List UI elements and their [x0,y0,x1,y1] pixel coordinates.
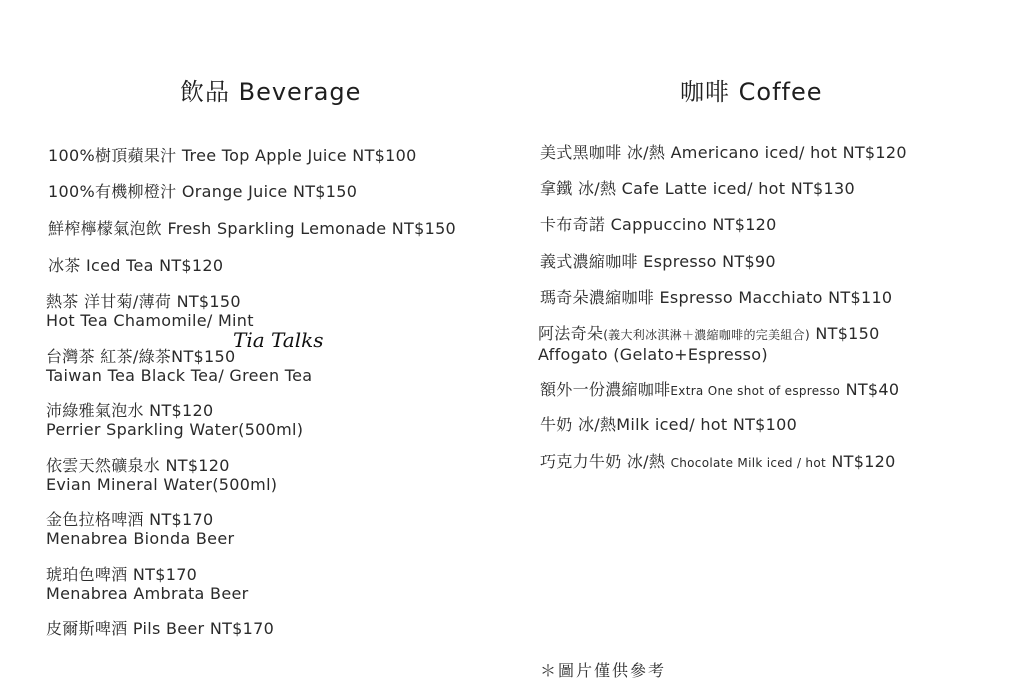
menu-item-cappuccino [540,215,777,234]
menu-item-evian [46,456,277,494]
menu-item-espresso [540,252,776,271]
menu-item-lemonade [48,219,456,238]
item-line: 100%有機柳橙汁 Orange Juice NT$150 [48,182,358,201]
item-price: NT$40 [845,380,900,399]
item-line: 牛奶 冰/熱Milk iced/ hot NT$100 [540,415,798,434]
item-line-english: Menabrea Bionda Beer [46,529,235,548]
menu-item-extra-shot [540,380,899,401]
menu-item-perrier [46,401,303,439]
menu-item-bionda-beer [46,510,234,548]
item-price: NT$120 [831,452,896,471]
item-line: 100%樹頂蘋果汁 Tree Top Apple Juice NT$100 [48,146,417,165]
item-description: (義大利冰淇淋＋濃縮咖啡的完美組合) [603,328,810,342]
item-line: 沛綠雅氣泡水 NT$120 [46,401,214,420]
item-name: 阿法奇朵 [538,324,604,343]
item-line-english: Perrier Sparkling Water(500ml) [46,420,304,439]
item-line: 琥珀色啤酒 NT$170 [46,565,198,584]
watermark-text: Tia Talks [233,328,324,352]
item-line: 義式濃縮咖啡 Espresso NT$90 [540,252,776,271]
item-line: 卡布奇諾 Cappuccino NT$120 [540,215,777,234]
menu-item-taiwan-tea [46,347,312,385]
item-price: NT$150 [815,324,880,343]
menu-item-hot-tea [46,292,254,330]
item-line: 金色拉格啤酒 NT$170 [46,510,214,529]
item-line-english: Evian Mineral Water(500ml) [46,475,278,494]
item-description: Extra One shot of espresso [670,384,841,398]
item-line [540,380,899,401]
item-line: 鮮榨檸檬氣泡飲 Fresh Sparkling Lemonade NT$150 [48,219,457,238]
item-line: 熱茶 洋甘菊/薄荷 NT$150 [46,292,241,311]
item-line-english: Hot Tea Chamomile/ Mint [46,311,254,330]
item-line: 瑪奇朵濃縮咖啡 Espresso Macchiato NT$110 [540,288,893,307]
menu-item-latte [540,179,855,198]
item-line: 冰茶 Iced Tea NT$120 [48,256,224,275]
image-reference-note: ＊圖片僅供參考 [540,661,667,680]
item-line: 拿鐵 冰/熱 Cafe Latte iced/ hot NT$130 [540,179,855,198]
menu-item-americano [540,143,907,162]
beverage-heading: 飲品 Beverage [180,78,362,106]
item-line-english: Menabrea Ambrata Beer [46,584,249,603]
menu-item-affogato [538,324,880,364]
item-line-english: Taiwan Tea Black Tea/ Green Tea [46,366,313,385]
menu-item-iced-tea [48,256,223,275]
item-line: 台灣茶 紅茶/綠茶NT$150 [46,347,236,366]
coffee-heading: 咖啡 Coffee [680,78,823,106]
item-line-english: Affogato (Gelato+Espresso) [538,345,768,364]
menu-item-apple-juice [48,146,417,165]
menu-item-pils-beer [46,619,274,638]
menu-item-milk [540,415,797,434]
item-name: 巧克力牛奶 冰/熱 [540,452,666,471]
menu-item-macchiato [540,288,892,307]
item-line: 皮爾斯啤酒 Pils Beer NT$170 [46,619,275,638]
item-line [538,324,880,345]
menu-item-chocolate-milk [540,452,896,473]
item-line: 依雲天然礦泉水 NT$120 [46,456,230,475]
item-line [540,452,896,473]
item-line: 美式黑咖啡 冰/熱 Americano iced/ hot NT$120 [540,143,907,162]
menu-item-ambrata-beer [46,565,249,603]
menu-item-orange-juice [48,182,357,201]
item-name: 額外一份濃縮咖啡 [540,380,671,399]
item-description: Chocolate Milk iced / hot [670,456,826,470]
